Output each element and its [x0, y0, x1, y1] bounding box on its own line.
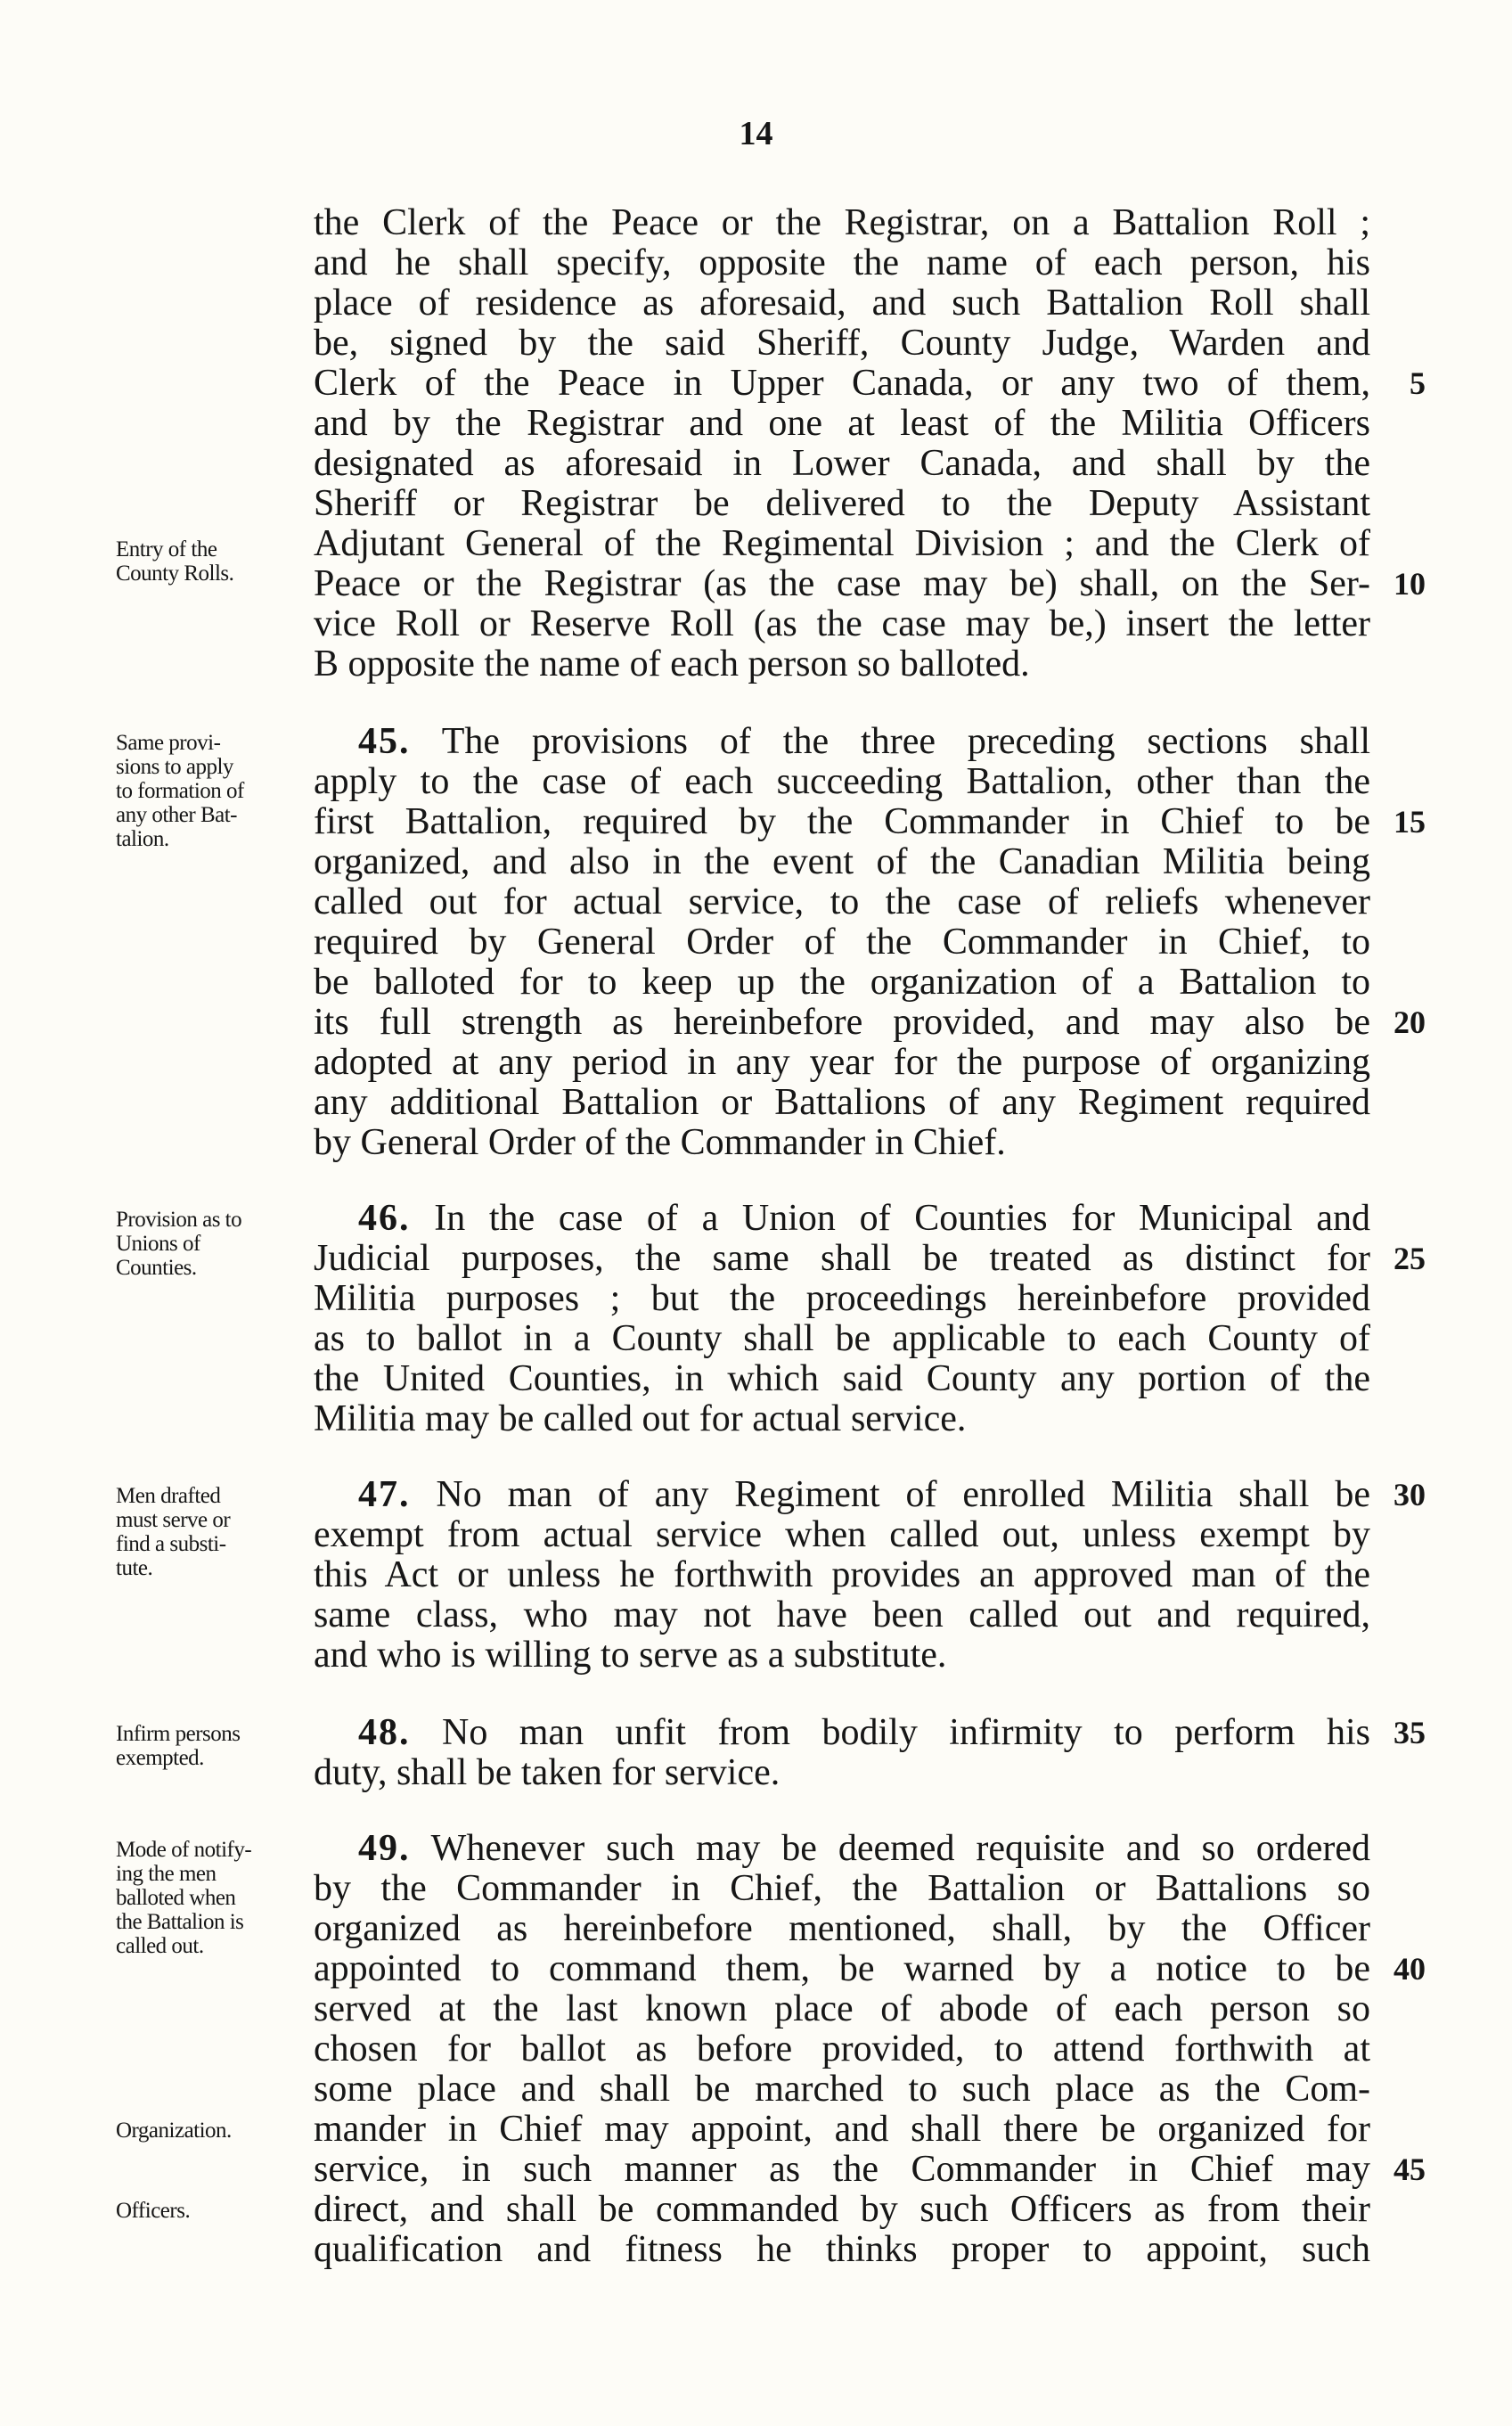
section-number: 45.: [358, 721, 411, 762]
line-number: 30: [1393, 1477, 1426, 1512]
line-number: 40: [1393, 1951, 1426, 1987]
line-number: 10: [1393, 566, 1426, 602]
text-line: exempt from actual service when called out, unless exempt by: [314, 1514, 1370, 1555]
text-line: Adjutant General of the Regimental Division ; and the Clerk of: [314, 523, 1370, 564]
text-line: Peace or the Registrar (as the case may be) shall, on the Ser-: [314, 563, 1370, 604]
text-line: by General Order of the Commander in Chief.: [314, 1122, 1006, 1163]
text-line: Militia purposes ; but the proceedings hereinbefore provided: [314, 1278, 1370, 1319]
marginal-note-organization: Organization.: [116, 2119, 232, 2143]
text-line: [358, 1829, 1370, 1869]
text-line: the United Counties, in which said County any portion of the: [314, 1358, 1370, 1399]
text-line: any additional Battalion or Battalions of any Regiment required: [314, 1082, 1370, 1123]
text-line: Militia may be called out for actual service.: [314, 1398, 967, 1439]
section-number: 48.: [358, 1712, 411, 1753]
text-line: organized as hereinbefore mentioned, shall, by the Officer: [314, 1908, 1370, 1949]
text-line: and he shall specify, opposite the name of each person, his: [314, 242, 1370, 283]
line-number: 25: [1393, 1241, 1426, 1276]
line-number: 20: [1393, 1004, 1426, 1040]
section-number: 49.: [358, 1828, 411, 1869]
marginal-note: Same provi- sions to apply to formation of any other Bat- talion.: [116, 731, 244, 851]
text-line: by the Commander in Chief, the Battalion or Battalions so: [314, 1868, 1370, 1909]
text-line: Judicial purposes, the same shall be treated as distinct for: [314, 1238, 1370, 1279]
marginal-note: Infirm persons exempted.: [116, 1722, 241, 1770]
text-line: organized, and also in the event of the Canadian Militia being: [314, 841, 1370, 882]
text-line: be balloted for to keep up the organization of a Battalion to: [314, 962, 1370, 1003]
text-line: adopted at any period in any year for the purpose of organizing: [314, 1042, 1370, 1083]
text-line: [358, 1199, 1370, 1239]
line-number: 45: [1393, 2151, 1426, 2187]
text-line: service, in such manner as the Commander in Chief may: [314, 2149, 1370, 2190]
text-line: chosen for ballot as before provided, to attend forthwith at: [314, 2028, 1370, 2069]
text-line: direct, and shall be commanded by such Officers as from their: [314, 2189, 1370, 2230]
text-line: its full strength as hereinbefore provided, and may also be: [314, 1002, 1370, 1043]
text-line: same class, who may not have been called out and required,: [314, 1594, 1370, 1635]
text-line: this Act or unless he forthwith provides an approved man of the: [314, 1554, 1370, 1595]
text-line: appointed to command them, be warned by a notice to be: [314, 1948, 1370, 1989]
text-line-content: No man of any Regiment of enrolled Militia shall be: [436, 1474, 1370, 1515]
line-number: 35: [1393, 1715, 1426, 1750]
text-line-content: In the case of a Union of Counties for Municipal and: [434, 1198, 1370, 1239]
marginal-note-officers: Officers.: [116, 2199, 191, 2223]
text-line-content: The provisions of the three preceding sections shall: [441, 721, 1370, 762]
text-line: [358, 1475, 1370, 1515]
text-line: vice Roll or Reserve Roll (as the case may be,) insert the letter: [314, 603, 1370, 644]
text-line: [358, 722, 1370, 762]
text-line-content: No man unfit from bodily infirmity to perform his: [441, 1712, 1371, 1753]
section-number: 46.: [358, 1198, 411, 1239]
text-line: duty, shall be taken for service.: [314, 1752, 781, 1793]
text-line: Clerk of the Peace in Upper Canada, or any two of them,: [314, 363, 1370, 404]
text-line: first Battalion, required by the Commander in Chief to be: [314, 801, 1370, 842]
text-line: the Clerk of the Peace or the Registrar, on a Battalion Roll ;: [314, 202, 1370, 243]
marginal-note: Entry of the County Rolls.: [116, 537, 234, 586]
marginal-note: Men drafted must serve or find a substi- tute.: [116, 1484, 231, 1580]
text-line: be, signed by the said Sheriff, County Judge, Warden and: [314, 323, 1370, 364]
section-number: 47.: [358, 1474, 411, 1515]
text-line: B opposite the name of each person so balloted.: [314, 643, 1030, 684]
line-number: 15: [1393, 804, 1426, 840]
text-line: mander in Chief may appoint, and shall there be organized for: [314, 2109, 1370, 2150]
text-line: some place and shall be marched to such place as the Com-: [314, 2069, 1370, 2110]
page-number: 14: [739, 115, 773, 152]
marginal-note: Mode of notify- ing the men balloted when the Battalion is called out.: [116, 1838, 252, 1958]
text-line: place of residence as aforesaid, and such Battalion Roll shall: [314, 283, 1370, 324]
text-line-content: Whenever such may be deemed requisite and so ordered: [430, 1828, 1370, 1869]
text-line: as to ballot in a County shall be applicable to each County of: [314, 1318, 1370, 1359]
text-line: and by the Registrar and one at least of the Militia Officers: [314, 403, 1370, 444]
text-line: apply to the case of each succeeding Battalion, other than the: [314, 761, 1370, 802]
text-line: and who is willing to serve as a substitute.: [314, 1635, 947, 1676]
marginal-note: Provision as to Unions of Counties.: [116, 1208, 242, 1280]
text-line: required by General Order of the Commander in Chief, to: [314, 922, 1370, 963]
text-line: qualification and fitness he thinks proper to appoint, such: [314, 2229, 1370, 2270]
text-line: [358, 1713, 1370, 1753]
text-line: designated as aforesaid in Lower Canada, and shall by the: [314, 443, 1370, 484]
text-line: called out for actual service, to the case of reliefs whenever: [314, 881, 1370, 922]
text-line: served at the last known place of abode of each person so: [314, 1988, 1370, 2029]
line-number: 5: [1410, 365, 1426, 401]
text-line: Sheriff or Registrar be delivered to the Deputy Assistant: [314, 483, 1370, 524]
